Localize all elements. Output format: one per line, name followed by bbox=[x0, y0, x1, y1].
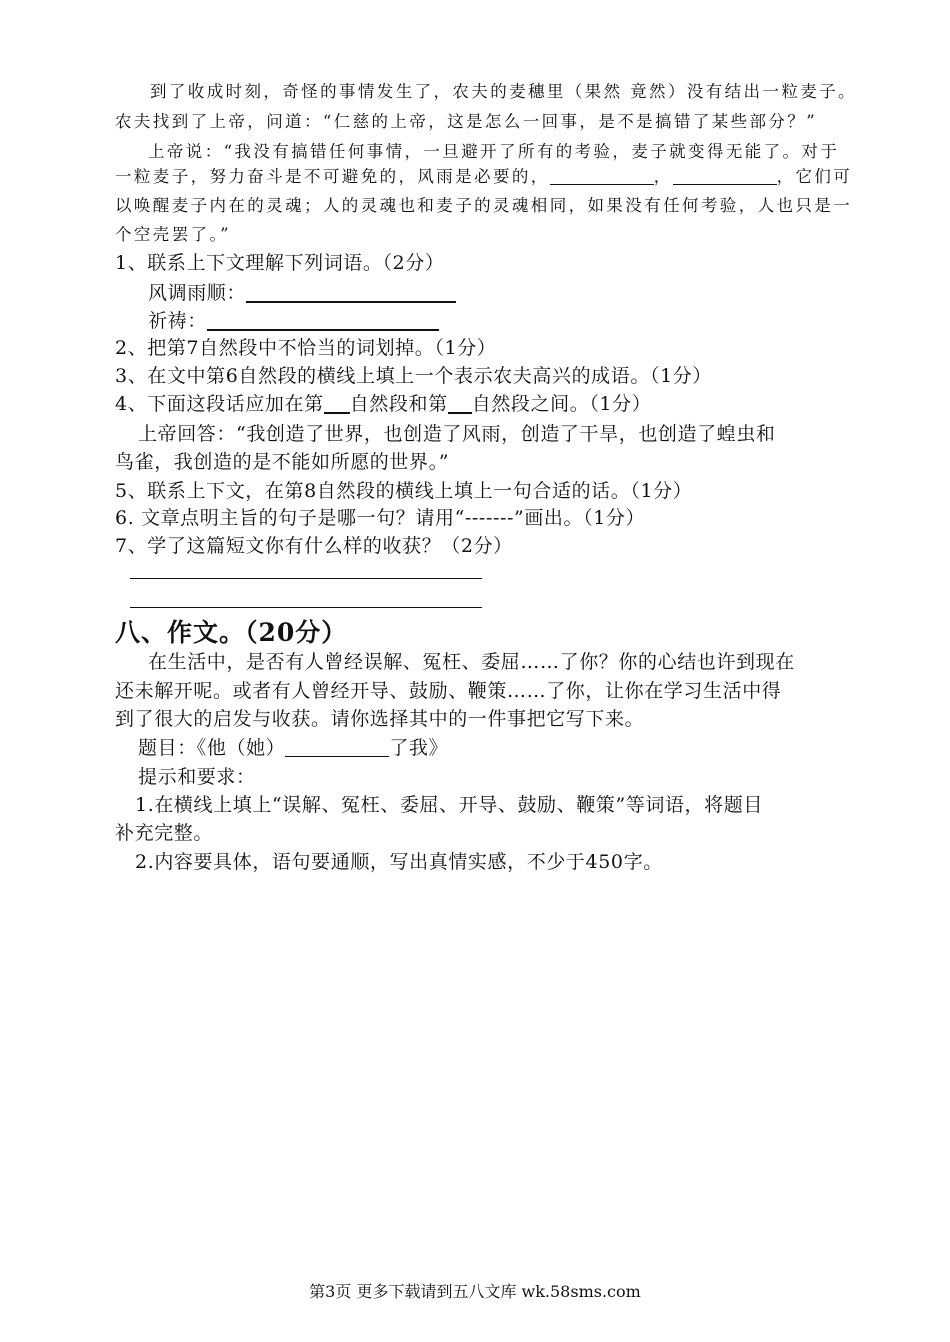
composition-title bbox=[138, 733, 448, 760]
question-4-quote-2: 鸟雀，我创造的是不能如所愿的世界。” bbox=[115, 451, 450, 473]
question-5: 5、联系上下文，在第8自然段的横线上填上一句合适的话。（1分） bbox=[115, 480, 693, 502]
q4-blank-2[interactable] bbox=[448, 393, 472, 414]
title-suffix: 了我》 bbox=[389, 737, 449, 759]
composition-line-2: 还未解开呢。或者有人曾经开导、鼓励、鞭策……了你，让你在学习生活中得 bbox=[115, 680, 782, 702]
title-prefix: 题目：《他（她） bbox=[138, 737, 286, 759]
page-footer: 第3页 更多下载请到五八文库 wk.58sms.com bbox=[309, 1282, 641, 1301]
requirement-2: 2.内容要具体，语句要通顺，写出真情实感，不少于450字。 bbox=[135, 851, 663, 873]
requirement-1-line-1: 1.在横线上填上“误解、冤枉、委屈、开导、鼓励、鞭策”等词语，将题目 bbox=[135, 794, 763, 816]
passage-line-5: 以唤醒麦子内在的灵魂；人的灵魂也和麦子的灵魂相同，如果没有任何考验，人也只是一 bbox=[115, 196, 853, 215]
term-2-answer-line[interactable] bbox=[207, 310, 439, 331]
answer-line-2[interactable] bbox=[130, 607, 482, 608]
term-2-label: 祈祷： bbox=[148, 310, 207, 332]
composition-hint: 提示和要求： bbox=[138, 766, 256, 788]
question-1-term-1 bbox=[148, 278, 456, 305]
question-1: 1、联系上下文理解下列词语。（2分） bbox=[115, 252, 445, 274]
question-7: 7、学了这篇短文你有什么样的收获？（2分） bbox=[115, 535, 513, 557]
passage-line-3: 上帝说：“我没有搞错任何事情，一旦避开了所有的考验，麦子就变得无能了。对于 bbox=[148, 142, 840, 161]
question-1-term-2 bbox=[148, 306, 439, 333]
question-4-part-a: 4、下面这段话应加在第 bbox=[115, 393, 324, 415]
title-blank[interactable] bbox=[285, 737, 389, 757]
requirement-1-line-2: 补充完整。 bbox=[115, 822, 214, 844]
composition-line-3: 到了很大的启发与收获。请你选择其中的一件事把它写下来。 bbox=[115, 708, 645, 730]
fill-blank-1[interactable] bbox=[550, 168, 654, 186]
term-1-answer-line[interactable] bbox=[246, 282, 456, 303]
question-4-part-b: 自然段和第 bbox=[349, 393, 448, 415]
passage-line-6: 个空壳罢了。” bbox=[115, 225, 231, 244]
passage-line-4-start: 一粒麦子，努力奋斗是不可避免的，风雨是必要的， bbox=[115, 167, 550, 186]
question-6: 6. 文章点明主旨的句子是哪一句？请用“-------”画出。（1分） bbox=[115, 507, 646, 529]
question-4 bbox=[115, 389, 651, 416]
question-3: 3、在文中第6自然段的横线上填上一个表示农夫高兴的成语。（1分） bbox=[115, 365, 712, 387]
term-1-label: 风调雨顺： bbox=[148, 282, 247, 304]
question-4-quote-1: 上帝回答：“我创造了世界，也创造了风雨，创造了干旱，也创造了蝗虫和 bbox=[138, 423, 776, 445]
passage-line-4-sep: ， bbox=[653, 167, 673, 186]
passage-line-2: 农夫找到了上帝，问道：“仁慈的上帝，这是怎么一回事，是不是搞错了某些部分？” bbox=[115, 112, 818, 131]
composition-heading: 八、作文。（20分） bbox=[115, 618, 348, 647]
question-4-part-c: 自然段之间。（1分） bbox=[471, 393, 652, 415]
question-2: 2、把第7自然段中不恰当的词划掉。（1分） bbox=[115, 337, 497, 359]
passage-line-4 bbox=[115, 163, 852, 187]
passage-line-4-end: ，它们可 bbox=[776, 167, 853, 186]
answer-line-1[interactable] bbox=[130, 578, 482, 579]
fill-blank-2[interactable] bbox=[673, 168, 777, 186]
passage-line-1: 到了收成时刻，奇怪的事情发生了，农夫的麦穗里（果然 竟然）没有结出一粒麦子。 bbox=[150, 82, 857, 101]
composition-line-1: 在生活中，是否有人曾经误解、冤枉、委屈……了你？你的心结也许到现在 bbox=[148, 651, 795, 673]
q4-blank-1[interactable] bbox=[324, 393, 350, 414]
